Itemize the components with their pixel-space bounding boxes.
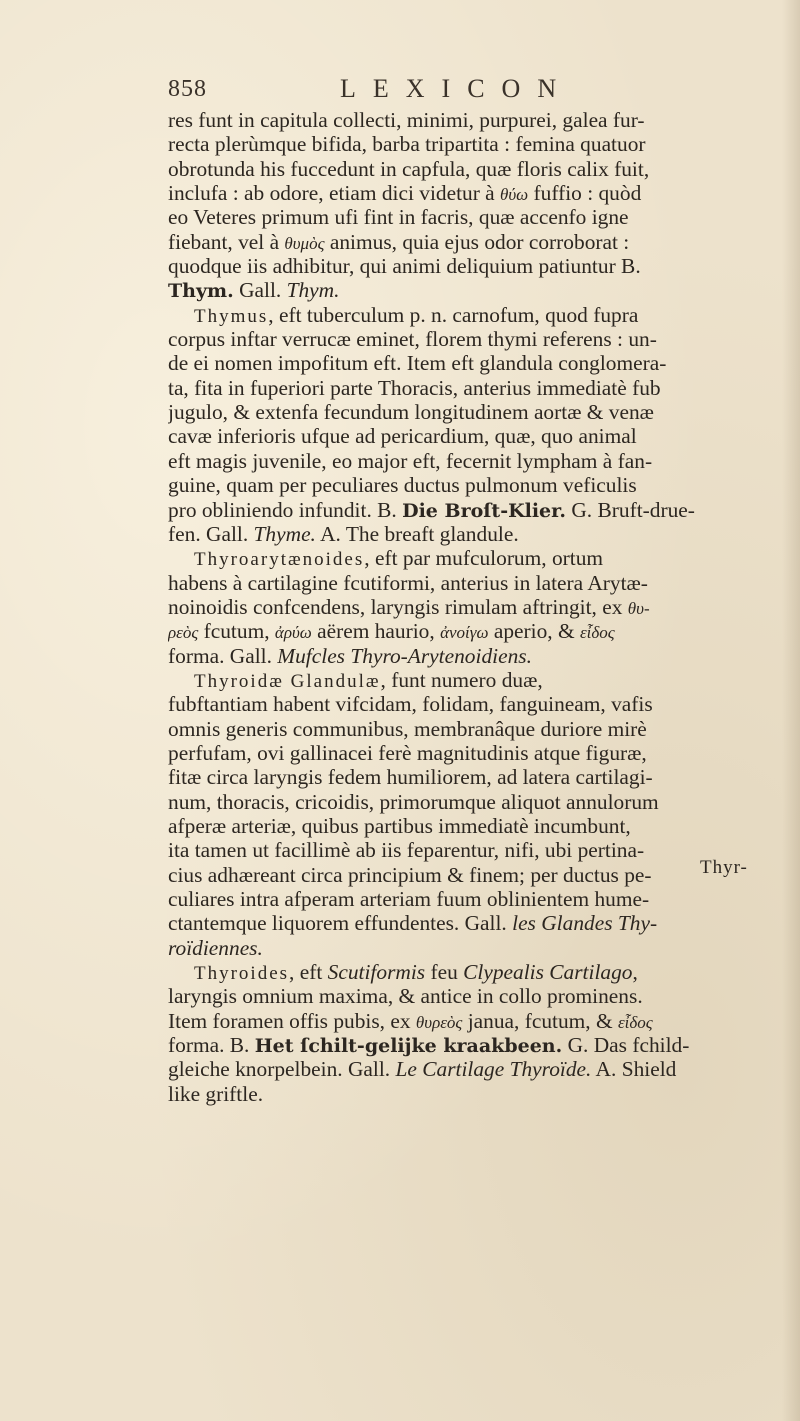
text-segment: , eft tuberculum p. n. carnofum, quod fupra	[268, 302, 639, 327]
text-segment: Thym.	[168, 280, 234, 303]
greek-word: θύω	[500, 185, 529, 205]
entry-headword: Thyroarytænoides	[194, 549, 365, 571]
text-segment: afperæ arteriæ, quibus partibus immediatè incumbunt,	[168, 813, 631, 838]
text-segment: roïdiennes.	[168, 935, 263, 960]
text-line	[168, 814, 793, 838]
text-segment: , funt numero duæ,	[380, 667, 543, 692]
text-segment: de ei nomen impofitum eft. Item eft glandula conglomera-	[168, 351, 667, 376]
text-segment: ta, fita in fuperiori parte Thoracis, anterius immediatè fub	[168, 375, 661, 400]
text-line	[168, 595, 793, 619]
text-line	[168, 717, 793, 741]
text-line	[168, 108, 793, 132]
text-line	[168, 449, 793, 473]
text-segment: G. Das fchild-	[562, 1033, 690, 1058]
text-segment: les Glandes Thy-	[512, 911, 658, 936]
text-segment: Scutiformis	[327, 960, 426, 985]
text-line	[168, 1033, 793, 1057]
text-line	[168, 984, 793, 1008]
text-line	[168, 327, 793, 351]
dictionary-text	[168, 108, 793, 1106]
text-segment: habens à cartilagine fcutiformi, anterius in latera Arytæ-	[168, 570, 648, 595]
text-line	[168, 205, 793, 229]
text-line	[168, 668, 793, 692]
text-segment: forma. B.	[168, 1033, 255, 1058]
text-line	[168, 498, 793, 522]
text-segment: ctantemque liquorem effundentes. Gall.	[168, 911, 513, 936]
greek-word: ρεὸς	[168, 623, 199, 643]
text-segment: culiares intra afperam arteriam fuum oblinientem hume-	[168, 887, 650, 911]
page-edge-shadow	[782, 0, 800, 1421]
text-line	[168, 1057, 793, 1081]
text-segment: omnis generis communibus, membranâque duriore mirè	[168, 716, 647, 741]
text-line	[168, 230, 793, 254]
greek-word: ἀνοίγω	[440, 623, 489, 643]
text-line	[168, 960, 793, 984]
text-line	[168, 644, 793, 668]
entry-headword: Thymus	[194, 305, 269, 327]
text-line	[168, 692, 793, 716]
catchword: Thyr-	[700, 857, 748, 878]
text-segment: A. The breaft glandule.	[315, 521, 519, 546]
text-segment: Item foramen offis pubis, ex	[168, 1008, 416, 1033]
text-segment: eo Veteres primum ufi fint in facris, quæ accenfo igne	[168, 205, 629, 230]
text-line	[168, 473, 793, 497]
text-segment: ita tamen ut facillimè ab iis feparentur, nifi, ubi pertina-	[168, 838, 645, 863]
text-line	[168, 546, 793, 570]
text-line	[168, 424, 793, 448]
text-segment: res funt in capitula collecti, minimi, purpurei, galea fur-	[168, 108, 645, 132]
text-segment: recta plerùmque bifida, barba tripartita : femina quatuor	[168, 132, 646, 157]
greek-word: θυμὸς	[284, 233, 325, 253]
text-segment: fuffio : quòd	[528, 181, 642, 206]
running-head	[168, 72, 778, 112]
greek-word: εἶδος	[617, 1012, 653, 1032]
text-segment: aperio, &	[488, 619, 580, 644]
text-line	[168, 1009, 793, 1033]
text-line	[168, 303, 793, 327]
text-segment: laryngis omnium maxima, & antice in collo prominens.	[168, 984, 643, 1009]
greek-word: ἀρύω	[274, 623, 312, 643]
text-segment: pro obliniendo infundit. B.	[168, 497, 403, 522]
text-line	[168, 619, 793, 643]
text-segment: Gall.	[233, 278, 287, 303]
text-segment: Thym.	[286, 278, 340, 303]
text-segment: Thyme.	[253, 521, 316, 546]
text-segment: gleiche knorpelbein. Gall.	[168, 1057, 396, 1082]
text-line	[168, 400, 793, 424]
entry-headword: Thyroidæ Glandulæ	[194, 670, 381, 692]
text-segment: feu	[425, 960, 464, 985]
running-title: LEXICON	[340, 74, 574, 103]
text-line	[168, 765, 793, 789]
text-line	[168, 132, 793, 156]
text-line	[168, 278, 793, 302]
text-segment: perfufam, ovi gallinacei ferè magnitudinis atque figuræ,	[168, 740, 647, 765]
text-segment: num, thoracis, cricoidis, primorumque aliquot annulorum	[168, 789, 659, 814]
text-segment: janua, fcutum, &	[462, 1008, 618, 1033]
text-segment: forma. Gall.	[168, 643, 278, 668]
text-segment: fubftantiam habent vifcidam, folidam, fanguineam, vafis	[168, 692, 653, 717]
text-line	[168, 1082, 793, 1106]
text-line	[168, 887, 793, 911]
text-segment: ,	[632, 960, 638, 985]
text-segment: inclufa : ab odore, etiam dici videtur à	[168, 181, 501, 206]
text-segment: jugulo, & extenfa fecundum longitudinem aortæ & venæ	[168, 400, 654, 425]
entry-headword: Thyroides	[194, 963, 290, 985]
text-segment: eft magis juvenile, eo major eft, fecernit lympham à fan-	[168, 448, 653, 473]
text-line	[168, 741, 793, 765]
text-line	[168, 936, 793, 960]
text-line	[168, 351, 793, 375]
page-number: 858	[168, 76, 207, 102]
text-segment: aërem haurio,	[311, 619, 441, 644]
text-segment: Die Broſt-Klier.	[402, 499, 567, 522]
text-line	[168, 522, 793, 546]
greek-word: θυρεὸς	[415, 1012, 463, 1032]
text-segment: cavæ inferioris ufque ad pericardium, quæ, quo animal	[168, 424, 637, 449]
text-line	[168, 254, 793, 278]
text-segment: , eft par mufculorum, ortum	[364, 546, 604, 571]
text-segment: A. Shield	[591, 1057, 677, 1082]
text-line	[168, 571, 793, 595]
greek-word: εἶδος	[579, 623, 615, 643]
text-line	[168, 181, 793, 205]
text-segment: Mufcles Thyro-Arytenoidiens.	[277, 643, 532, 668]
text-segment: guine, quam per peculiares ductus pulmonum veficulis	[168, 473, 637, 498]
text-segment: Het ſchilt-gelijke kraakbeen.	[254, 1035, 563, 1058]
text-line	[168, 790, 793, 814]
greek-word: θυ-	[627, 598, 650, 618]
text-segment: cius adhæreant circa principium & finem; per ductus pe-	[168, 862, 652, 887]
text-segment: fitæ circa laryngis fedem humiliorem, ad latera cartilagi-	[168, 765, 653, 790]
text-segment: noinoidis confcendens, laryngis rimulam aftringit, ex	[168, 594, 628, 619]
text-segment: G. Bruft-drue-	[566, 497, 695, 522]
text-line	[168, 376, 793, 400]
text-segment: corpus inftar verrucæ eminet, florem thymi referens : un-	[168, 327, 657, 352]
text-segment: fcutum,	[198, 619, 275, 644]
text-segment: Clypealis Cartilago	[463, 960, 633, 985]
text-segment: quodque iis adhibitur, qui animi deliquium patiuntur B.	[168, 254, 641, 279]
text-segment: like griftle.	[168, 1081, 264, 1106]
text-line	[168, 157, 793, 181]
text-segment: obrotunda his fuccedunt in capfula, quæ floris calix fuit,	[168, 156, 650, 181]
text-segment: Le Cartilage Thyroïde.	[395, 1057, 592, 1082]
text-segment: fen. Gall.	[168, 521, 254, 546]
text-line	[168, 911, 793, 935]
text-segment: animus, quia ejus odor corroborat :	[324, 229, 630, 254]
text-segment: fiebant, vel à	[168, 229, 285, 254]
text-segment: , eft	[289, 960, 328, 985]
